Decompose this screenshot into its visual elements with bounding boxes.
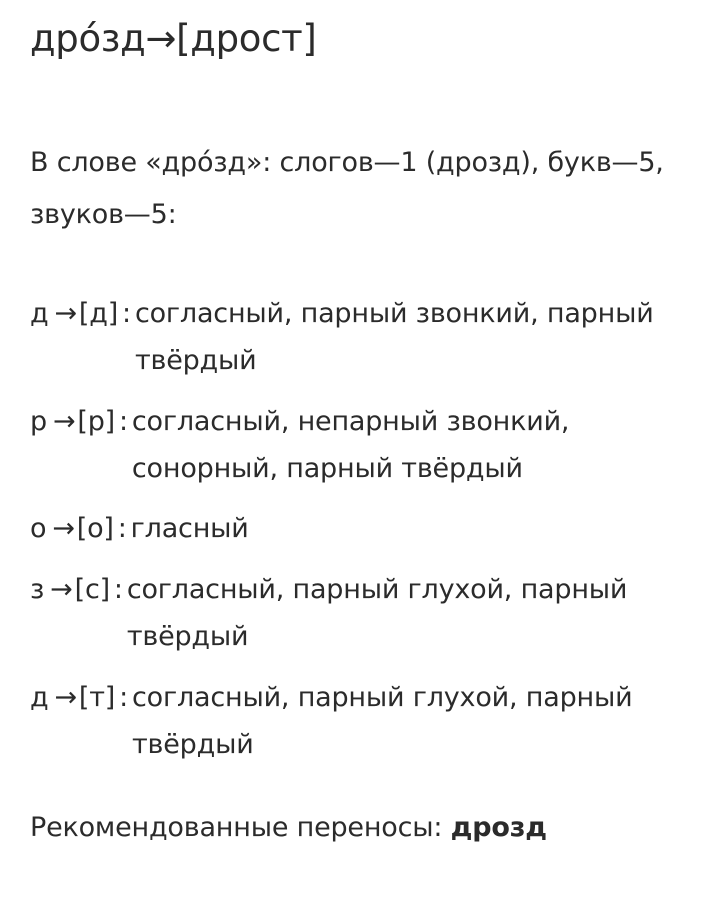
sound-description: согласный, парный глухой, парный твёрдый — [132, 682, 633, 760]
sound-description: согласный, непарный звонкий, сонорный, парный твёрдый — [131, 406, 570, 484]
sound-colon: : — [117, 513, 127, 544]
sound-description: согласный, парный глухой, парный твёрдый — [126, 574, 628, 652]
sound-arrow: → — [52, 513, 75, 544]
sound-row — [30, 398, 690, 492]
sound-arrow: → — [54, 682, 77, 713]
sound-letter: з — [30, 574, 45, 605]
hyphenation-value: дрозд — [450, 812, 547, 843]
sound-transcription: [д] — [78, 298, 119, 329]
sound-colon: : — [119, 406, 128, 437]
sound-letter: о — [30, 513, 47, 544]
sound-colon: : — [122, 298, 131, 329]
sound-letter: р — [30, 406, 47, 437]
sound-arrow: → — [52, 406, 76, 437]
sound-transcription: [с] — [74, 574, 110, 605]
word-heading — [30, 14, 317, 64]
heading-word: дро́зд — [30, 17, 146, 60]
sound-row — [30, 674, 690, 768]
sound-row — [30, 290, 690, 384]
sound-letter: д — [30, 298, 49, 329]
sound-row — [30, 566, 690, 660]
sound-description: гласный — [130, 513, 249, 544]
sound-transcription: [р] — [77, 406, 115, 437]
hyphenation-line — [30, 805, 547, 851]
sound-letter: д — [30, 682, 49, 713]
sound-arrow: → — [50, 574, 73, 605]
heading-transcription: [дрост] — [176, 17, 317, 60]
sound-mapping — [30, 290, 135, 384]
sound-transcription: [т] — [78, 682, 116, 713]
sound-mapping — [30, 398, 132, 492]
sound-transcription: [о] — [76, 513, 114, 544]
sound-row — [30, 505, 690, 552]
sound-description: согласный, парный звонкий, парный твёрдый — [134, 298, 654, 376]
sound-mapping — [30, 505, 131, 552]
heading-arrow: → — [145, 17, 177, 60]
sound-mapping — [30, 674, 132, 768]
word-summary: В слове «дро́зд»: слогов—1 (дрозд), букв—5, звуков—5: — [30, 147, 664, 230]
sound-colon: : — [119, 682, 129, 713]
sound-mapping — [30, 566, 127, 660]
sound-arrow: → — [54, 298, 77, 329]
hyphenation-label: Рекомендованные переносы: — [30, 812, 443, 843]
sound-colon: : — [113, 574, 123, 605]
